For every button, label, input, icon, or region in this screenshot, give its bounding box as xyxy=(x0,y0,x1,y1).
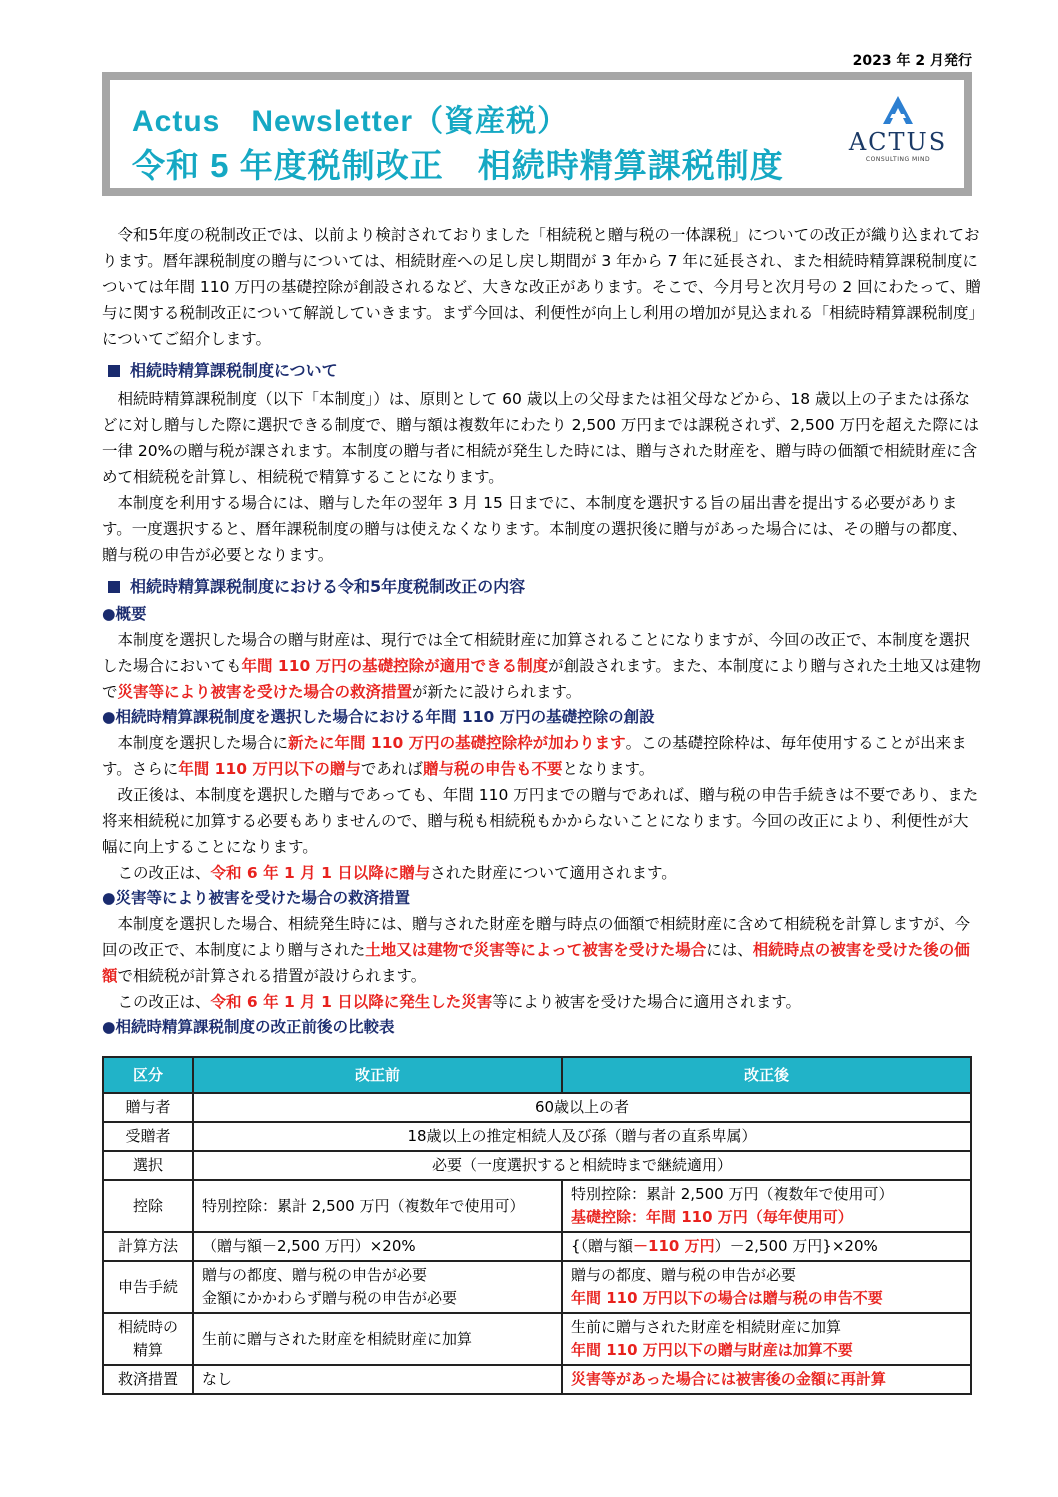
actus-a-mark-icon xyxy=(878,94,918,126)
comparison-table-heading: ●相続時精算課税制度の改正前後の比較表 xyxy=(102,1018,395,1036)
table-header-row xyxy=(103,1057,971,1093)
dr-p2-emphasis: 令和 6 年 1 月 1 日以降に発生した災害 xyxy=(210,993,493,1011)
after-line-2: 年間 110 万円以下の贈与財産は加算不要 xyxy=(571,1341,853,1359)
label-line-1: 相続時の xyxy=(117,1318,178,1336)
table-row-donor xyxy=(103,1093,971,1122)
row-label: 受贈者 xyxy=(103,1122,193,1151)
after-line-1: 贈与の都度、贈与税の申告が必要 xyxy=(571,1266,797,1284)
newsletter-title: Actus Newsletter（資産税） xyxy=(132,105,569,138)
cell-after: 災害等があった場合には被害後の金額に再計算 xyxy=(562,1365,971,1394)
table-row-relief xyxy=(103,1365,971,1394)
row-value: 必要（一度選択すると相続時まで継続適用） xyxy=(193,1151,971,1180)
row-label: 救済措置 xyxy=(103,1365,193,1394)
basic-deduction-paragraph-2: 改正後は、本制度を選択した贈与であっても、年間 110 万円までの贈与であれば、贈与税の申告手続きは不要であり、また将来相続税に加算する必要もありませんので、贈与税も相続税もかからないことになります。今回の改正により、利便性が大幅に向上することになります。 xyxy=(102,786,979,856)
section1-heading xyxy=(102,356,982,386)
section1-heading-text: 相続時精算課税制度について xyxy=(130,361,338,380)
table-row-calculation xyxy=(103,1232,971,1261)
table-row-deduction xyxy=(103,1180,971,1232)
table-row-filing xyxy=(103,1261,971,1313)
square-bullet-icon xyxy=(108,365,120,377)
row-label: 控除 xyxy=(103,1180,193,1232)
bd-p3-text-1: この改正は、 xyxy=(117,864,211,882)
logo-tagline: CONSULTING MIND xyxy=(865,156,931,163)
bd-text-4: となります。 xyxy=(562,760,655,778)
cell-after xyxy=(562,1313,971,1365)
table-row-recipient xyxy=(103,1122,971,1151)
bd-text-2: 。この基礎控除枠は、毎年使用することが出来ます。さらに xyxy=(102,734,967,778)
section2-heading-text: 相続時精算課税制度における令和5年度税制改正の内容 xyxy=(130,577,526,596)
logo-wordmark: ACTUS xyxy=(848,128,948,156)
overview-text-3: が新たに設けられます。 xyxy=(412,683,582,701)
overview-text-1: 本制度を選択した場合の贈与財産は、現行では全て相続財産に加算されることになりますが、今回の改正で、本制度を選択した場合においても xyxy=(102,631,970,675)
overview-emphasis-2: 災害等により被害を受けた場合の救済措置 xyxy=(117,683,413,701)
after-line-2: 基礎控除：年間 110 万円（毎年使用可） xyxy=(571,1208,853,1226)
after-line-2: 年間 110 万円以下の場合は贈与税の申告不要 xyxy=(571,1289,883,1307)
calc-text-2: ）－2,500 万円}×20% xyxy=(714,1237,878,1255)
calc-text-1: {（贈与額 xyxy=(571,1237,634,1255)
header-before: 改正前 xyxy=(193,1057,562,1093)
dr-text-3: で相続税が計算される措置が設けられます。 xyxy=(117,967,427,985)
bd-text-3: であれば xyxy=(360,760,423,778)
after-line-1: 生前に贈与された財産を相続財産に加算 xyxy=(571,1318,842,1336)
cell-before: 生前に贈与された財産を相続財産に加算 xyxy=(193,1313,562,1365)
disaster-relief-paragraph-1 xyxy=(102,911,982,989)
square-bullet-icon xyxy=(108,581,120,593)
bd-emphasis-2: 年間 110 万円以下の贈与 xyxy=(178,760,361,778)
cell-before: なし xyxy=(193,1365,562,1394)
issue-date: 2023 年 2 月発行 xyxy=(852,53,972,69)
basic-deduction-heading: ●相続時精算課税制度を選択した場合における年間 110 万円の基礎控除の創設 xyxy=(102,708,655,726)
section2-heading xyxy=(102,572,982,602)
section1-paragraph-1: 相続時精算課税制度（以下「本制度」）は、原則として 60 歳以上の父母または祖父母などから、18 歳以上の子または孫などに対し贈与した際に選択できる制度で、贈与額は複数年にわたり 2,500 万円までは課税されず、2,500 万円を超えた際には一律 20%の贈与税が課されます。本制度の贈与者に相続が発生した時には、贈与された財産を、贈与時の価額で相続財産に含めて相続税を計算し、相続税で精算することになります。 xyxy=(102,390,979,486)
table-row-selection xyxy=(103,1151,971,1180)
bd-emphasis-1: 新たに年間 110 万円の基礎控除枠が加わります xyxy=(288,734,626,752)
header-category: 区分 xyxy=(103,1057,193,1093)
cell-after xyxy=(562,1232,971,1261)
newsletter-subtitle: 令和 5 年度税制改正 相続時精算課税制度 xyxy=(132,147,784,184)
cell-after xyxy=(562,1180,971,1232)
bd-p3-emphasis: 令和 6 年 1 月 1 日以降に贈与 xyxy=(210,864,431,882)
row-label: 計算方法 xyxy=(103,1232,193,1261)
cell-after xyxy=(562,1261,971,1313)
cell-before xyxy=(193,1261,562,1313)
dr-text-2: には、 xyxy=(706,941,753,959)
disaster-relief-paragraph-2 xyxy=(102,989,982,1015)
disaster-relief-heading: ●災害等により被害を受けた場合の救済措置 xyxy=(102,889,411,907)
overview-heading: ●概要 xyxy=(102,605,147,623)
row-label: 贈与者 xyxy=(103,1093,193,1122)
overview-paragraph xyxy=(102,627,982,705)
row-value: 60歳以上の者 xyxy=(193,1093,971,1122)
bd-p3-text-2: された財産について適用されます。 xyxy=(430,864,677,882)
row-label xyxy=(103,1313,193,1365)
basic-deduction-paragraph-3 xyxy=(102,860,982,886)
dr-p2-text-2: 等により被害を受けた場合に適用されます。 xyxy=(492,993,802,1011)
row-label: 申告手続 xyxy=(103,1261,193,1313)
section1-paragraph-2: 本制度を利用する場合には、贈与した年の翌年 3 月 15 日までに、本制度を選択する旨の届出書を提出する必要があります。一度選択すると、暦年課税制度の贈与は使えなくなります。本制度の選択後に贈与があった場合には、その贈与の都度、贈与税の申告が必要となります。 xyxy=(102,494,968,564)
dr-text-1: 本制度を選択した場合、相続発生時には、贈与された財産を贈与時点の価額で相続財産に含めて相続税を計算しますが、今回の改正で、本制度により贈与された xyxy=(102,915,971,959)
after-line-1: 特別控除：累計 2,500 万円（複数年で使用可） xyxy=(571,1185,894,1203)
dr-emphasis-2: 相続時点の被害を受けた後の価額 xyxy=(102,941,970,985)
article-body xyxy=(102,222,982,1040)
header-after: 改正後 xyxy=(562,1057,971,1093)
before-line-2: 金額にかかわらず贈与税の申告が必要 xyxy=(202,1289,458,1307)
row-label: 選択 xyxy=(103,1151,193,1180)
bd-emphasis-3: 贈与税の申告も不要 xyxy=(422,760,563,778)
before-line-1: 贈与の都度、贈与税の申告が必要 xyxy=(202,1266,428,1284)
newsletter-banner xyxy=(102,72,972,196)
cell-before: （贈与額－2,500 万円）×20% xyxy=(193,1232,562,1261)
bd-text-1: 本制度を選択した場合に xyxy=(117,734,289,752)
overview-text-2: が創設されます。また、本制度により贈与された土地又は建物で xyxy=(102,657,981,701)
table-row-settlement xyxy=(103,1313,971,1365)
label-line-2: 精算 xyxy=(132,1341,163,1359)
basic-deduction-paragraph-1 xyxy=(102,730,982,782)
overview-emphasis-1: 年間 110 万円の基礎控除が適用できる制度 xyxy=(241,657,549,675)
actus-logo xyxy=(846,94,950,180)
comparison-table xyxy=(102,1056,972,1395)
row-value: 18歳以上の推定相続人及び孫（贈与者の直系卑属） xyxy=(193,1122,971,1151)
cell-before: 特別控除：累計 2,500 万円（複数年で使用可） xyxy=(193,1180,562,1232)
intro-paragraph: 令和5年度の税制改正では、以前より検討されておりました「相続税と贈与税の一体課税」についての改正が織り込まれております。暦年課税制度の贈与については、相続財産への足し戻し期間が 3 年から 7 年に延長され、また相続時精算課税制度については年間 110 万円の基礎控除が創設されるなど、大きな改正があります。そこで、今月号と次月号の 2 回にわたって、贈与に関する税制改正について解説していきます。まず今回は、利便性が向上し利用の増加が見込まれる「相続時精算課税制度」についてご紹介します。 xyxy=(102,226,981,348)
calc-emphasis: －110 万円 xyxy=(633,1237,715,1255)
dr-emphasis-1: 土地又は建物で災害等によって被害を受けた場合 xyxy=(365,941,707,959)
dr-p2-text-1: この改正は、 xyxy=(117,993,211,1011)
